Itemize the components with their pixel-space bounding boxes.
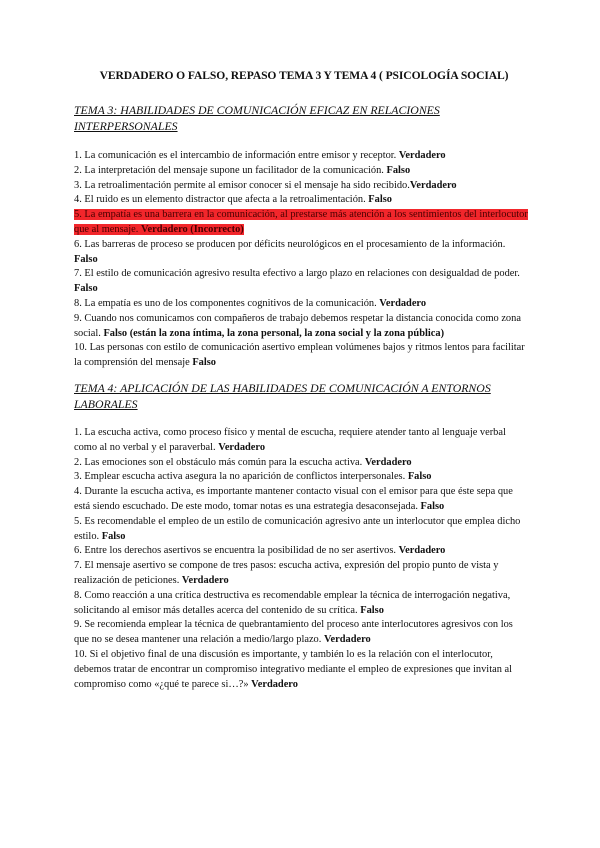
- list-item: 8. La empatía es uno de los componentes cognitivos de la comunicación. Verdadero: [74, 297, 427, 309]
- list-item: 1. La comunicación es el intercambio de información entre emisor y receptor. Verdadero: [74, 150, 446, 161]
- section-heading-tema3: TEMA 3: HABILIDADES DE COMUNICACIÓN EFICAZ EN RELACIONES INTERPERSONALES: [74, 103, 440, 133]
- tema4-list: [74, 426, 529, 692]
- list-item: 4. Durante la escucha activa, es importante mantener contacto visual con el emisor para que éste sepa que está siendo escuchado. De este modo, tomar notas es una estrategia desaconsejada. Falso: [74, 486, 513, 512]
- list-item: 5. Es recomendable el empleo de un estilo de comunicación agresivo ante un interlocutor que emplea dicho estilo. Falso: [74, 515, 521, 542]
- list-item: 4. El ruido es un elemento distractor que afecta a la retroalimentación. Falso: [74, 194, 392, 206]
- list-item: 2. Las emociones son el obstáculo más común para la escucha activa. Verdadero: [74, 456, 412, 468]
- list-item: 6. Las barreras de proceso se producen por déficits neurológicos en el procesamiento de la información. Falso: [74, 238, 506, 265]
- list-item: 10. Las personas con estilo de comunicación asertivo emplean volúmenes bajos y ritmos lentos para facilitar la comprensión del mensaje Falso: [74, 342, 525, 369]
- list-item: 9. Cuando nos comunicamos con compañeros de trabajo debemos respetar la distancia conocida como zona social. Falso (están la zona íntima, la zona personal, la zona social y la zona pública): [74, 312, 521, 339]
- list-item: 6. Entre los derechos asertivos se encuentra la posibilidad de no ser asertivos. Verdadero: [74, 545, 446, 557]
- list-item: 3. La retroalimentación permite al emisor conocer si el mensaje ha sido recibido.Verdadero: [74, 179, 457, 191]
- list-item: 8. Como reacción a una crítica destructiva es recomendable emplear la técnica de interrogación negativa, solicitando al emisor más detalles acerca del contenido de su crítica. Falso: [74, 589, 511, 616]
- list-item: 1. La escucha activa, como proceso físico y mental de escucha, requiere atender tanto al lenguaje verbal como al no verbal y el paraverbal. Verdadero: [74, 427, 506, 453]
- list-item: 2. La interpretación del mensaje supone un facilitador de la comunicación. Falso: [74, 164, 411, 176]
- list-item: 3. Emplear escucha activa asegura la no aparición de conflictos interpersonales. Falso: [74, 471, 432, 483]
- document-title: VERDADERO O FALSO, REPASO TEMA 3 Y TEMA 4 ( PSICOLOGÍA SOCIAL): [99, 69, 509, 82]
- highlighted-text: 5. La empatía es una barrera en la comunicación, al prestarse más atención a los sentimientos del interlocutor que al mensaje. Verdadero (Incorrecto): [74, 209, 528, 235]
- list-item: 7. El estilo de comunicación agresivo resulta efectivo a largo plazo en relaciones con desigualdad de poder. Falso: [74, 268, 520, 295]
- section-heading-tema4: TEMA 4: APLICACIÓN DE LAS HABILIDADES DE COMUNICACIÓN A ENTORNOS LABORALES: [74, 381, 491, 411]
- list-item: 10. Si el objetivo final de una discusión es importante, y también lo es la relación con el interlocutor, debemos tratar de encontrar un compromiso integrativo mediante el empleo de expresiones que invitan al compromiso como «¿qué te parece si…?» Verdadero: [74, 648, 512, 690]
- list-item: 7. El mensaje asertivo se compone de tres pasos: escucha activa, expresión del propio punto de vista y realización de peticiones. Verdadero: [74, 560, 499, 586]
- list-item: 9. Se recomienda emplear la técnica de quebrantamiento del proceso ante interlocutores agresivos con los que no se desea mantener una relación a medio/largo plazo. Verdadero: [74, 619, 513, 646]
- tema3-list: [74, 149, 529, 371]
- list-item-highlighted: [74, 208, 529, 238]
